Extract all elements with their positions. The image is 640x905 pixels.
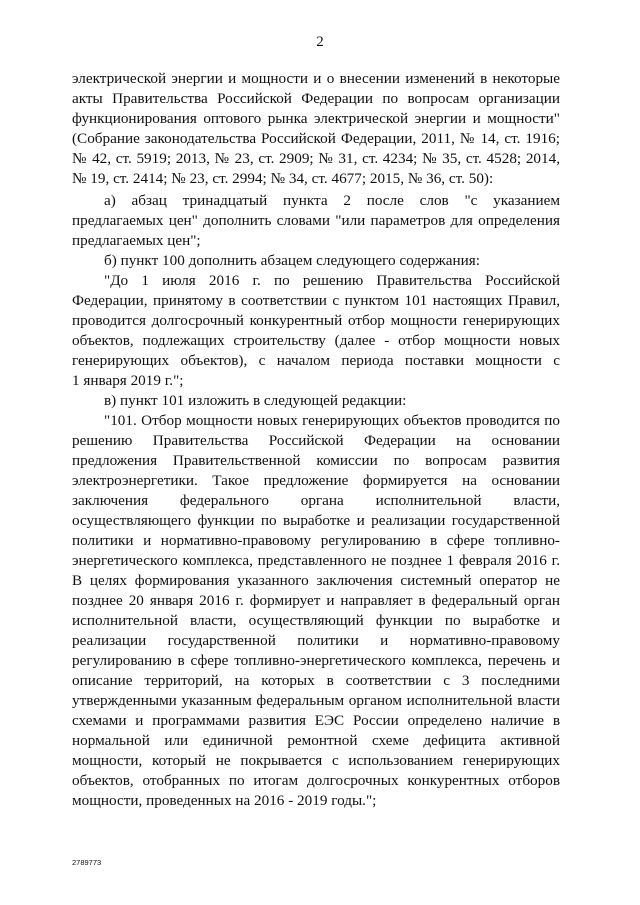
text-line: предлагаемых цен"; xyxy=(72,232,201,249)
text-line: электроэнергетики. Такое предложение формируется на основании xyxy=(72,472,560,489)
text-line: 1 января 2019 г."; xyxy=(72,372,184,389)
text-line: № 42, ст. 5919; 2013, № 23, ст. 2909; № 31, ст. 4234; № 35, ст. 4528; 2014, xyxy=(72,150,560,167)
text-line: схемами и программами развития ЕЭС России определено наличие в xyxy=(72,712,560,729)
text-line: проводится долгосрочный конкурентный отбор мощности генерирующих xyxy=(72,312,560,329)
text-line: политики и нормативно-правовому регулированию в сфере топливно- xyxy=(72,532,560,549)
text-line: реализации государственной политики и нормативно-правовому xyxy=(72,632,560,649)
text-line: заключения федерального органа исполнительной власти, xyxy=(72,492,560,509)
page-number: 2 xyxy=(316,34,324,50)
text-line: позднее 20 января 2016 г. формирует и направляет в федеральный орган xyxy=(72,592,560,609)
text-line: решению Правительства Российской Федерации на основании xyxy=(72,432,560,449)
text-line: описание территорий, на которых в соответствии с 3 последними xyxy=(72,672,560,689)
text-line: а) абзац тринадцатый пункта 2 после слов "с указанием xyxy=(104,192,560,209)
text-line: электрической энергии и мощности и о внесении изменений в некоторые xyxy=(72,70,560,87)
text-line: в) пункт 101 изложить в следующей редакции: xyxy=(104,392,407,409)
text-line: б) пункт 100 дополнить абзацем следующего содержания: xyxy=(104,252,481,269)
text-line: нормальной или единичной ремонтной схеме дефицита активной xyxy=(72,732,560,749)
text-line: предлагаемых цен" дополнить словами "или параметров для определения xyxy=(72,212,560,229)
document-code: 2789773 xyxy=(72,858,102,867)
text-line: В целях формирования указанного заключения системный оператор не xyxy=(72,572,560,589)
text-line: объектов, отобранных по итогам долгосрочных конкурентных отборов xyxy=(72,772,560,789)
text-line: (Собрание законодательства Российской Федерации, 2011, № 14, ст. 1916; xyxy=(72,130,560,147)
text-line: регулированию в сфере топливно-энергетического комплекса, перечень и xyxy=(72,652,560,669)
text-line: осуществляющего функции по выработке и реализации государственной xyxy=(72,512,560,529)
text-line: "До 1 июля 2016 г. по решению Правительства Российской xyxy=(104,272,560,289)
text-line: генерирующих объектов), с началом периода поставки мощности с xyxy=(72,352,560,369)
text-line: энергетического комплекса, представленного не позднее 1 февраля 2016 г. xyxy=(72,552,560,569)
text-line: "101. Отбор мощности новых генерирующих объектов проводится по xyxy=(104,412,560,429)
text-line: утвержденными указанным федеральным органом исполнительной власти xyxy=(72,692,560,709)
text-line: № 19, ст. 2414; № 23, ст. 2994; № 34, ст. 4677; 2015, № 36, ст. 50): xyxy=(72,170,494,187)
text-line: исполнительной власти, осуществляющий функции по выработке и xyxy=(72,612,560,629)
text-line: мощности, который не покрывается с использованием генерирующих xyxy=(72,752,560,769)
text-line: предложения Правительственной комиссии по вопросам развития xyxy=(72,452,560,469)
text-line: Федерации, принятому в соответствии с пунктом 101 настоящих Правил, xyxy=(72,292,560,309)
text-line: мощности, проведенных на 2016 - 2019 годы."; xyxy=(72,792,377,809)
text-line: функционирования оптового рынка электрической энергии и мощности" xyxy=(72,110,560,127)
text-line: акты Правительства Российской Федерации по вопросам организации xyxy=(72,90,560,107)
text-line: объектов, подлежащих строительству (далее - отбор мощности новых xyxy=(72,332,560,349)
